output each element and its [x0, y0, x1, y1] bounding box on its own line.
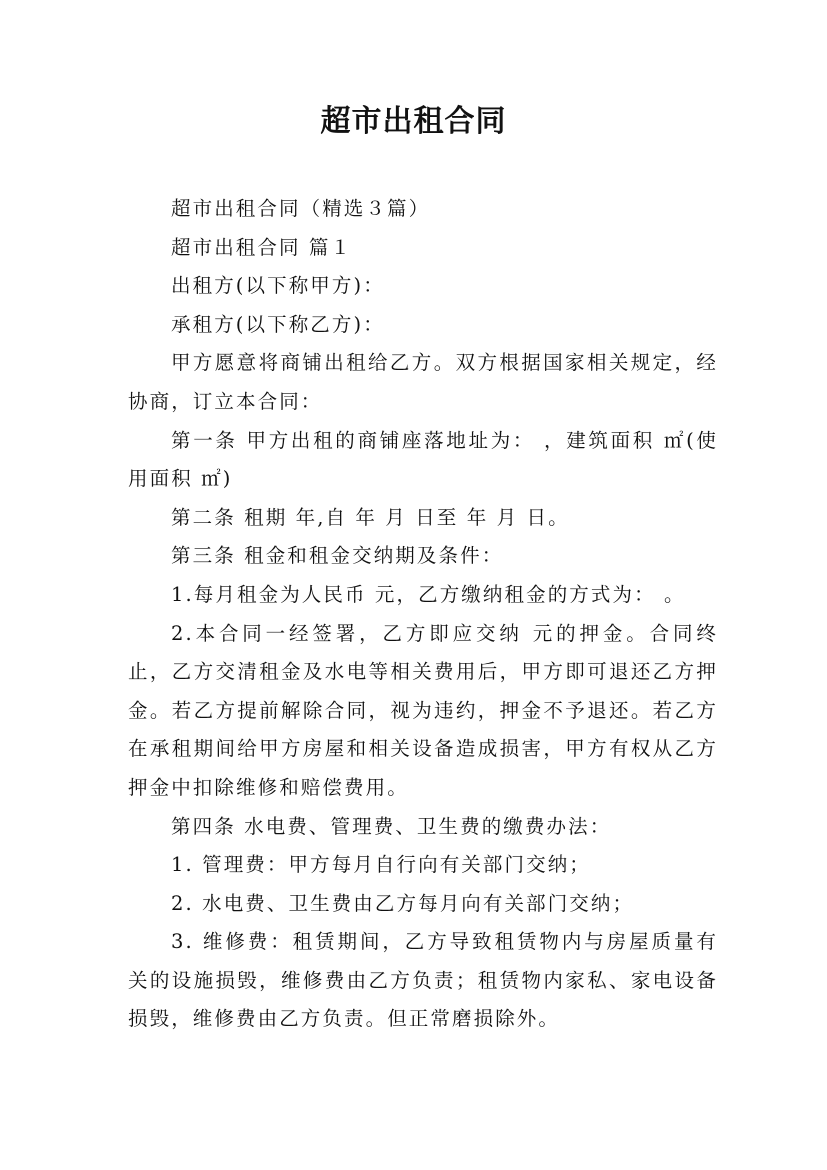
- article-1-paragraph: 第一条 甲方出租的商铺座落地址为： ，建筑面积 ㎡(使用面积 ㎡): [128, 428, 718, 491]
- article-3-heading: 第三条 租金和租金交纳期及条件：: [171, 544, 504, 568]
- document-title: 超市出租合同: [320, 104, 507, 139]
- article-4-item-3: 3. 维修费：租赁期间，乙方导致租赁物内与房屋质量有关的设施损毁，维修费由乙方负责；租赁物内家私、家电设备损毁，维修费由乙方负责。但正常磨损除外。: [128, 930, 718, 1031]
- lessee-line: 承租方(以下称乙方)：: [171, 312, 385, 336]
- subtitle-paragraph: 超市出租合同（精选３篇）: [171, 197, 431, 220]
- article-4-item-2: 2. 水电费、卫生费由乙方每月向有关部门交纳；: [171, 891, 635, 915]
- document-body: [128, 190, 718, 1039]
- intro-paragraph: 甲方愿意将商铺出租给乙方。双方根据国家相关规定，经协商，订立本合同：: [128, 351, 718, 413]
- article-4-heading: 第四条 水电费、管理费、卫生费的缴费办法：: [171, 814, 612, 838]
- article-2-paragraph: 第二条 租期 年,自 年 月 日至 年 月 日。: [171, 505, 570, 529]
- article-4-item-1: 1. 管理费：甲方每月自行向有关部门交纳；: [171, 853, 591, 877]
- article-3-item-1: 1.每月租金为人民币 元，乙方缴纳租金的方式为： 。: [171, 582, 686, 606]
- section-heading: 超市出租合同 篇１: [171, 235, 353, 259]
- lessor-line: 出租方(以下称甲方)：: [171, 274, 385, 298]
- article-3-item-2: 2.本合同一经签署，乙方即应交纳 元的押金。合同终止，乙方交清租金及水电等相关费用后，甲方即可退还乙方押金。若乙方提前解除合同，视为违约，押金不予退还。若乙方在承租期间给甲方房屋和相关设备造成损害，甲方有权从乙方押金中扣除维修和赔偿费用。: [128, 621, 718, 799]
